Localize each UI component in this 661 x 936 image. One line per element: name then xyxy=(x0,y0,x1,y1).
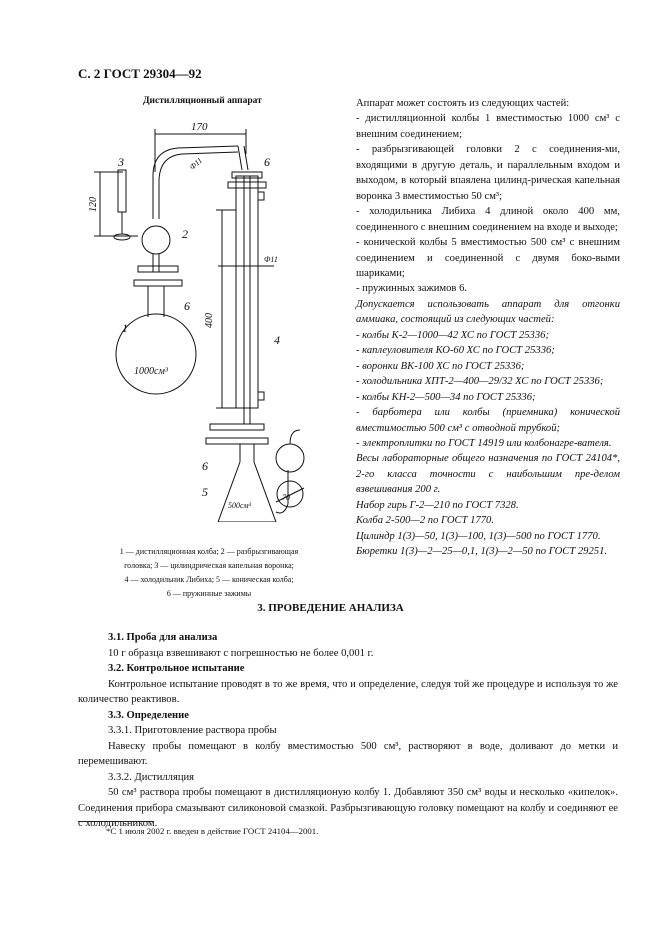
part-item: - разбрызгивающей головки 2 с соединения-ми, входящими в другую деталь, и параллельным входом и выходом, в который впаялена цилинд-рическая капельная воронка 3 вместимостью 50 см³; xyxy=(356,144,620,202)
dim-400-label: 400 xyxy=(204,313,215,328)
subsubsection-heading: 3.3.2. Дистилляция xyxy=(108,771,195,783)
equipment-item: Колба 2-500—2 по ГОСТ 1770. xyxy=(356,515,494,527)
alternative-intro: Допускается использовать аппарат для отгонки аммиака, состоящий из следующих частей: xyxy=(356,298,620,326)
caption-line: 6 — пружинные зажимы xyxy=(166,589,252,598)
equipment-item: Набор гирь Г-2—210 по ГОСТ 7328. xyxy=(356,499,519,511)
alt-item: - электроплитки по ГОСТ 14919 или колбонагре-вателя. xyxy=(356,437,612,449)
alt-item: - каплеуловителя КО-60 ХС по ГОСТ 25336; xyxy=(356,345,555,357)
analysis-procedure xyxy=(78,630,618,832)
alt-item: - холодильника ХПТ-2—400—29/32 ХС по ГОСТ 25336; xyxy=(356,376,604,388)
alt-item: - колбы КН-2—500—34 по ГОСТ 25336; xyxy=(356,391,536,403)
dim-170-label: 170 xyxy=(191,121,208,133)
alt-item: - барботера или колбы (приемника) конической вместимостью 500 см³ с отводной трубкой; xyxy=(356,407,620,434)
paragraph: Контрольное испытание проводят в то же время, что и определение, следуя той же процедуре и используя то же количество реактивов. xyxy=(78,678,618,705)
dim-70-label: 70 xyxy=(282,493,290,502)
paragraph: 50 см³ раствора пробы помещают в дистилляционую колбу 1. Добавляют 350 см³ воды и несколько «кипелок». Соединения прибора смазывают силиконовой смазкой. Разбрызгивающую головку помещают на колбу и соединяют ее с холодильником. xyxy=(78,787,618,829)
paragraph: Навеску пробы помещают в колбу вместимостью 500 см³, растворяют в воде, доливают до метки и перемешивают. xyxy=(78,740,618,767)
page-header: С. 2 ГОСТ 29304—92 xyxy=(78,66,202,81)
dim-120-label: 120 xyxy=(88,197,99,212)
alt-item: - воронки ВК-100 ХС по ГОСТ 25336; xyxy=(356,360,525,372)
parts-intro: Аппарат может состоять из следующих частей: xyxy=(356,98,570,109)
label-6-top: 6 xyxy=(264,155,270,169)
label-3: 3 xyxy=(118,155,124,169)
part-item: - конической колбы 5 вместимостью 500 см³ с внешним соединением и соединенной с двумя боко-выми шариками; xyxy=(356,237,620,279)
label-2: 2 xyxy=(182,227,188,241)
figure-title: Дистилляционный аппарат xyxy=(143,96,262,106)
label-1: 1 xyxy=(122,321,128,335)
footnote: *С 1 июля 2002 г. введен в действие ГОСТ 24104—2001. xyxy=(106,826,319,836)
label-4: 4 xyxy=(274,333,280,347)
phi11-mid-label: Ф11 xyxy=(264,255,278,264)
paragraph: 10 г образца взвешивают с погрешностью не более 0,001 г. xyxy=(108,647,374,659)
label-5: 5 xyxy=(202,485,208,499)
subsection-heading: 3.1. Проба для анализа xyxy=(108,632,218,643)
apparatus-parts-list xyxy=(356,96,620,560)
equipment-item: Цилиндр 1(3)—50, 1(3)—100, 1(3)—500 по ГОСТ 1770. xyxy=(356,530,601,542)
footnote-divider xyxy=(78,821,154,822)
subsection-heading: 3.3. Определение xyxy=(108,709,189,721)
part-item: - холодильника Либиха 4 длиной около 400 мм, соединенного с внешним соединением на входе и выходе; xyxy=(356,206,620,233)
equipment-item: Весы лабораторные общего назначения по ГОСТ 24104*, 2-го класса точности с наибольшим пре-делом взвешивания 200 г. xyxy=(356,453,620,496)
caption-line: 1 — дистилляционная колба; 2 — разбрызгивающая xyxy=(119,547,299,556)
section-title: 3. ПРОВЕДЕНИЕ АНАЛИЗА xyxy=(257,602,404,614)
label-6-left: 6 xyxy=(184,299,190,313)
equipment-item: Бюретки 1(3)—2—25—0,1, 1(3)—2—50 по ГОСТ 29251. xyxy=(356,546,608,558)
flask-1000-label: 1000см³ xyxy=(134,366,168,377)
figure-caption xyxy=(78,545,340,601)
subsubsection-heading: 3.3.1. Приготовление раствора пробы xyxy=(108,725,277,736)
caption-line: головка; 3 — цилиндрическая капельная воронка; xyxy=(124,561,294,570)
flask-500-label: 500см³ xyxy=(228,501,252,510)
label-6-bottom: 6 xyxy=(202,459,208,473)
part-item: - дистилляционной колбы 1 вместимостью 1000 см³ с внешним соединением; xyxy=(356,113,620,140)
alt-item: - колбы К-2—1000—42 ХС по ГОСТ 25336; xyxy=(356,329,549,341)
caption-line: 4 — холодильник Либиха; 5 — коническая колба; xyxy=(124,575,294,584)
phi11-top-label: Ф11 xyxy=(187,155,205,172)
subsection-heading: 3.2. Контрольное испытание xyxy=(108,663,245,674)
part-item: - пружинных зажимов 6. xyxy=(356,283,468,295)
distillation-apparatus-diagram xyxy=(78,112,318,522)
